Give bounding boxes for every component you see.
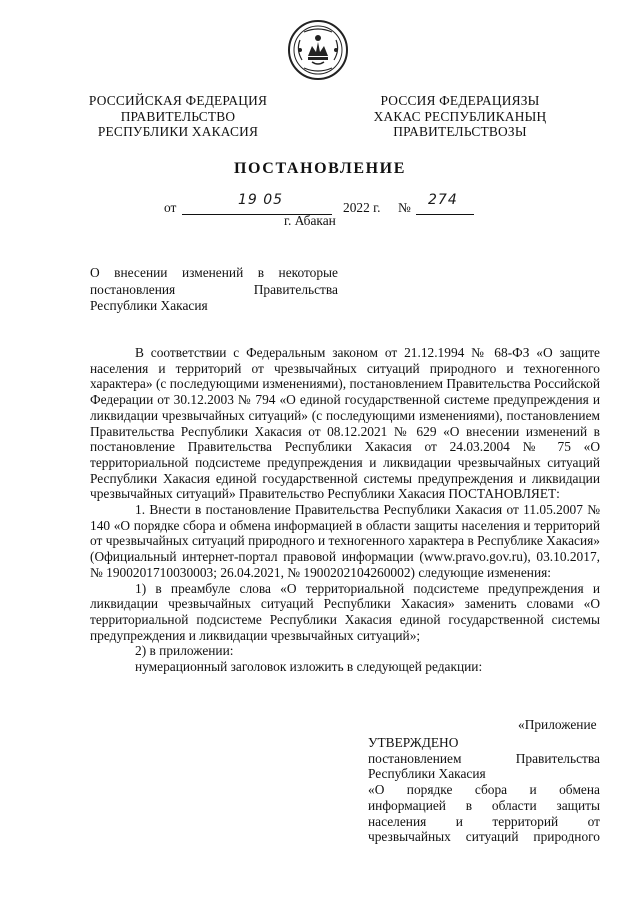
approval-line: «О порядке сбора и обмена	[368, 782, 600, 798]
header-left-line: РОССИЙСКАЯ ФЕДЕРАЦИЯ	[88, 93, 268, 108]
subitem-1-paragraph: 1) в преамбуле слова «О территориальной подсистеме предупреждения и ликвидации чрезвычайных ситуаций Республики Хакасия» заменить словами «О территориальной подсистеме Республики Хакасия единой государственной системы предупреждения и ликвидации чрезвычайных ситуаций»;	[90, 580, 600, 643]
document-body	[90, 345, 600, 675]
document-title: ПОСТАНОВЛЕНИЕ	[234, 160, 406, 177]
preamble-paragraph: В соответствии с Федеральным законом от 21.12.1994 № 68-ФЗ «О защите населения и территорий от чрезвычайных ситуаций природного и техногенного характера» (с последующими изменениями), постановлением Правительства Российской Федерации от 30.12.2003 № 794 «О единой государственной системе предупреждения и ликвидации чрезвычайных ситуаций» (с последующими изменениями), постановлением Правительства Республики Хакасия от 08.12.2021 № 629 «О внесении изменений в постановление Правительства Республики Хакасия от 24.03.2004 № 75 «О территориальной подсистеме предупреждения и ликвидации чрезвычайных ситуаций Республики Хакасия единой государственной системы предупреждения и ликвидации чрезвычайных ситуаций» Правительство Республики Хакасия ПОСТАНОВЛЯЕТ:	[90, 345, 600, 502]
approval-line: информацией в области защиты	[368, 797, 600, 813]
subject-line: постановления Правительства	[90, 281, 338, 297]
approval-line: УТВЕРЖДЕНО	[368, 735, 459, 750]
approval-line: Республики Хакасия	[368, 766, 486, 782]
header-right	[368, 93, 552, 140]
header-right-line: ПРАВИТЕЛЬСТВОЗЫ	[393, 124, 527, 139]
date-from-label: от	[164, 200, 177, 215]
approval-block	[368, 735, 600, 845]
subject-line: Республики Хакасия	[90, 298, 208, 313]
date-handwritten: 19 05	[238, 192, 284, 208]
number-sign: №	[398, 200, 411, 215]
number-handwritten: 274	[428, 192, 458, 208]
approval-line: постановлением Правительства	[368, 750, 600, 766]
approval-line: населения и территорий от	[368, 813, 600, 829]
date-year: 2022 г.	[343, 200, 381, 215]
approval-line: чрезвычайных ситуаций природного	[368, 829, 600, 845]
subitem-2-paragraph: 2) в приложении:	[135, 643, 234, 659]
city: г. Абакан	[284, 213, 336, 228]
annex-heading: «Приложение	[518, 717, 597, 732]
subject-line: О внесении изменений в некоторые	[90, 265, 338, 280]
item-1-paragraph: 1. Внести в постановление Правительства Республики Хакасия от 11.05.2007 № 140 «О порядке сбора и обмена информацией в области защиты населения и территорий от чрезвычайных ситуаций природного и техногенного характера в Республике Хакасия» (Официальный интернет-портал правовой информации (www.pravo.gov.ru), 03.10.2017, № 1900201710030003; 26.04.2021, № 1900202104260002) следующие изменения:	[90, 502, 600, 580]
document-subject	[90, 265, 338, 315]
header-right-line: ХАКАС РЕСПУБЛИКАНЫҢ	[373, 108, 547, 124]
subitem-2-text: нумерационный заголовок изложить в следующей редакции:	[135, 659, 483, 675]
coat-of-arms-icon	[286, 18, 350, 82]
header-left	[86, 93, 270, 140]
header-left-line: РЕСПУБЛИКИ ХАКАСИЯ	[97, 124, 259, 139]
header-left-line: ПРАВИТЕЛЬСТВО	[120, 108, 236, 124]
header-right-line: РОССИЯ ФЕДЕРАЦИЯЗЫ	[380, 93, 540, 108]
